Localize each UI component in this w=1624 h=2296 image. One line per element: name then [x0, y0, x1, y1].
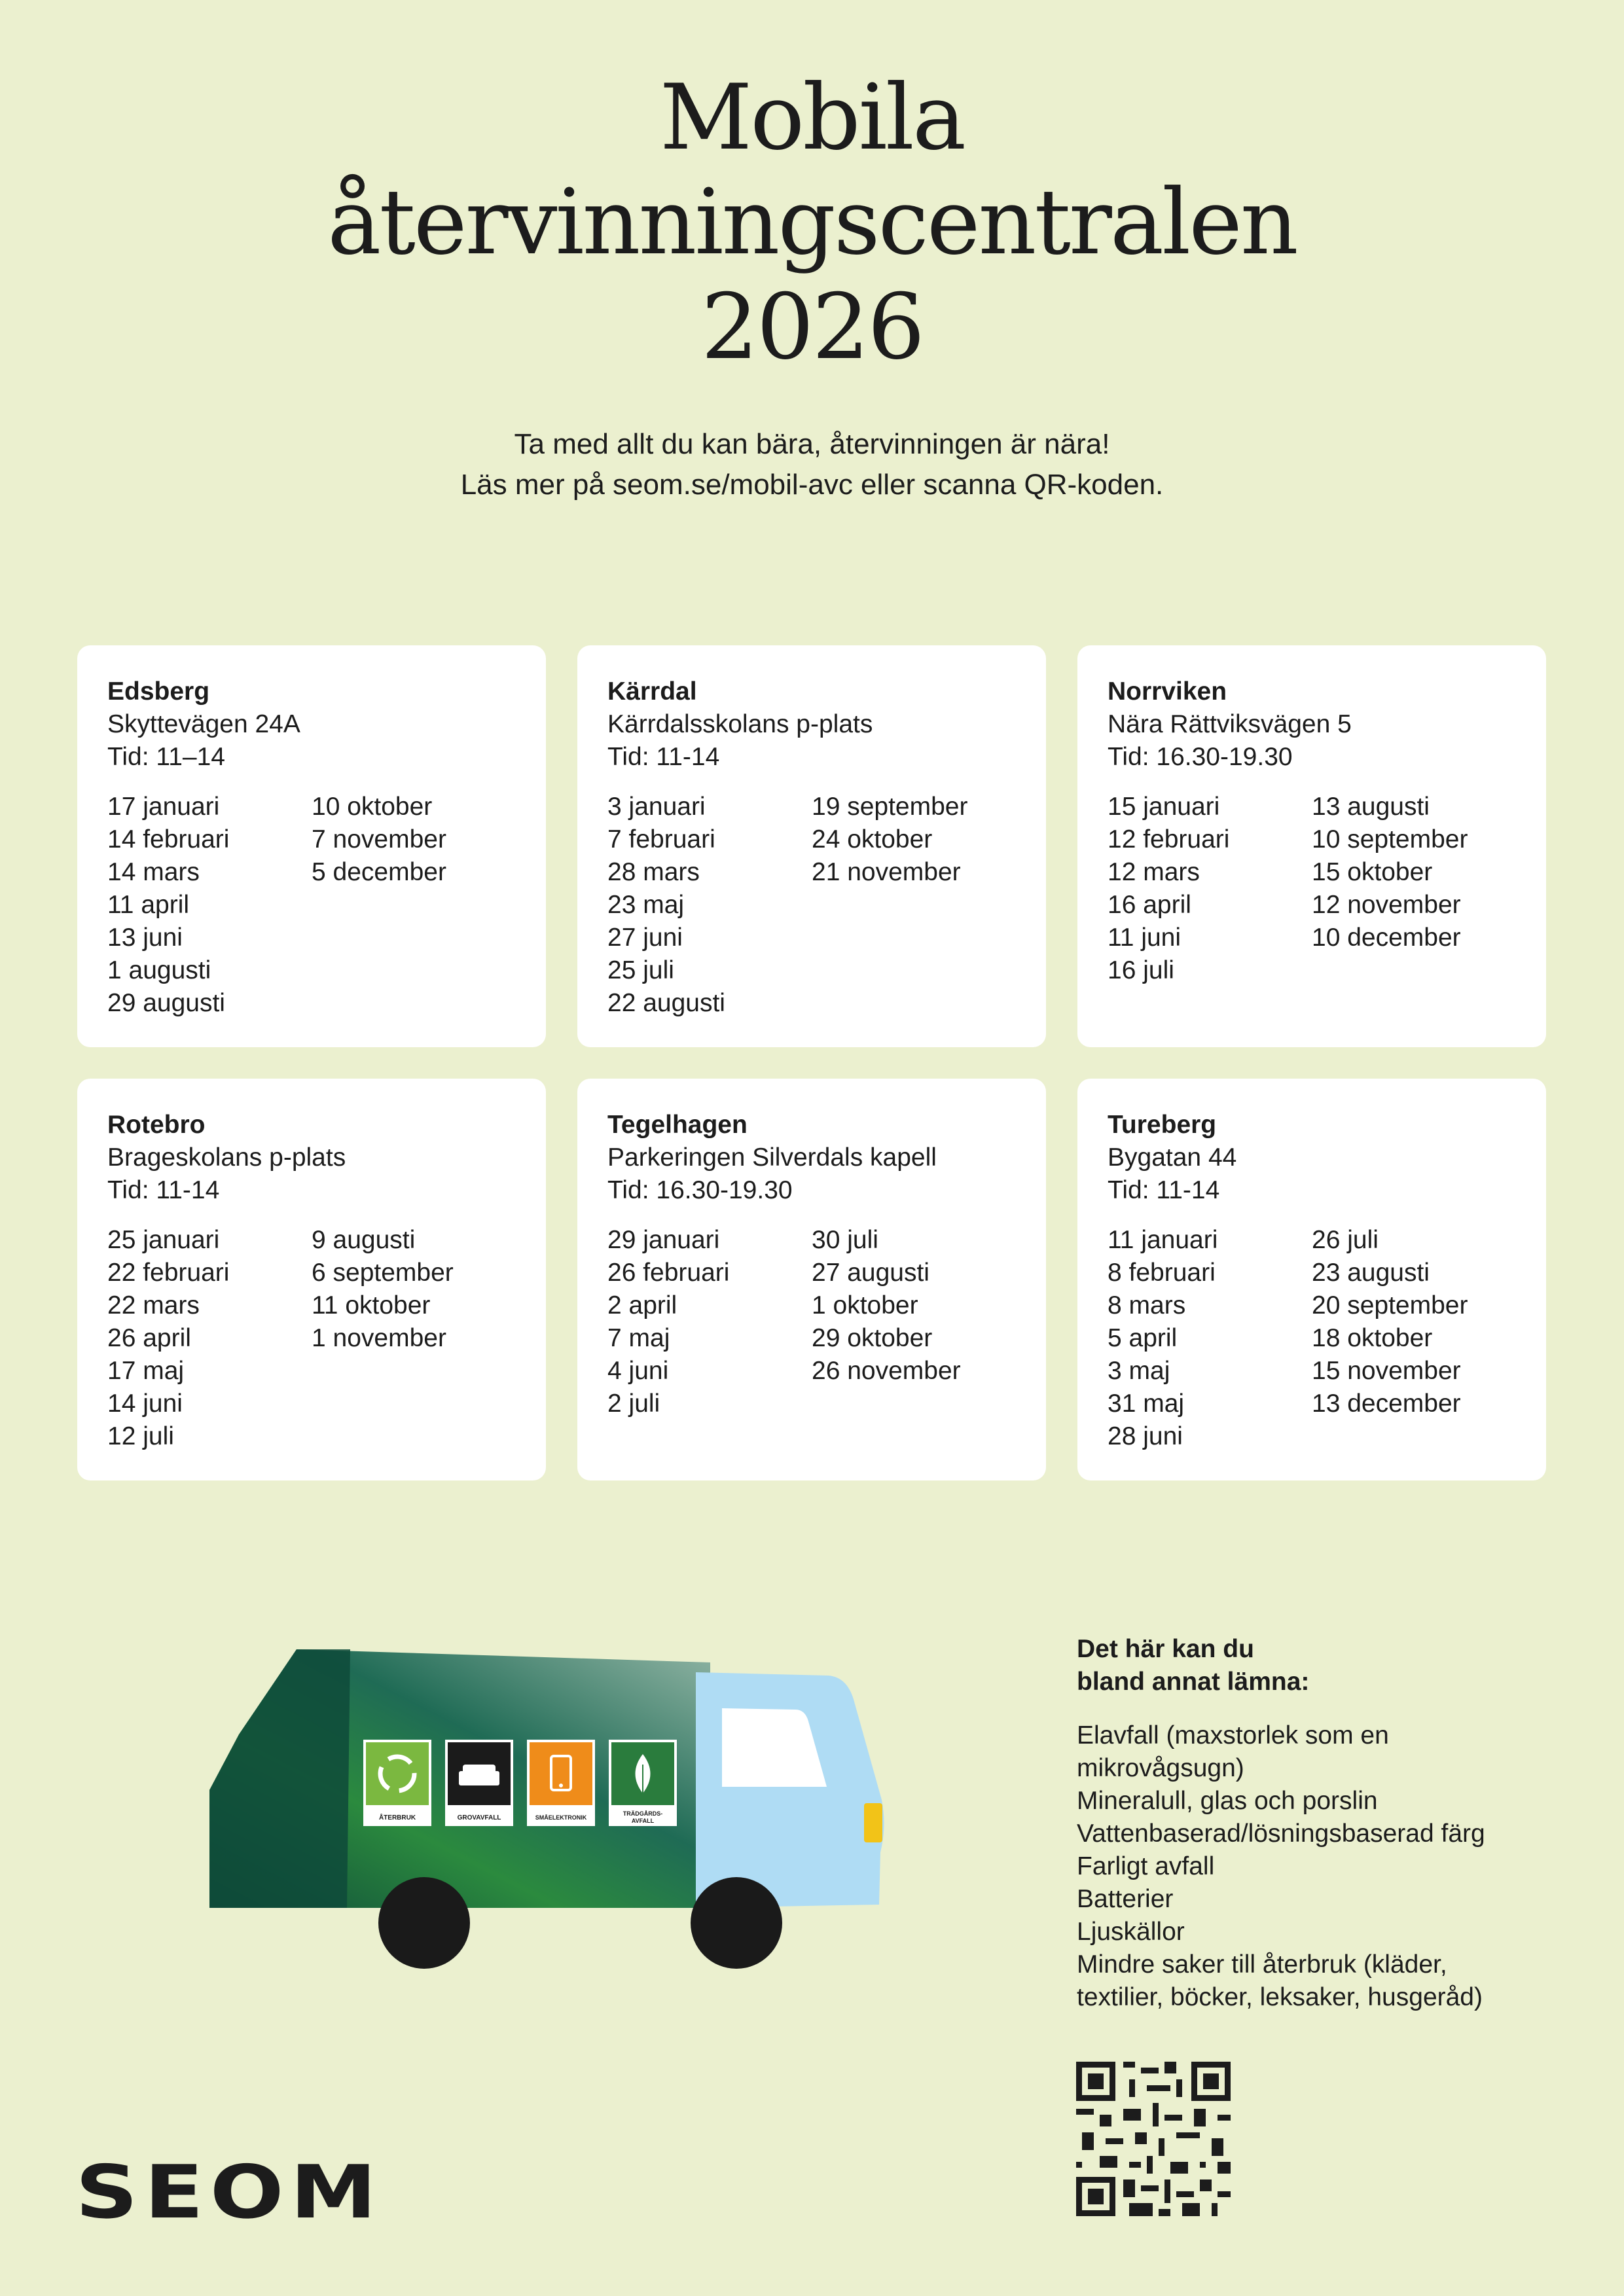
- date-item: 15 januari: [1108, 793, 1220, 821]
- date-item: 15 oktober: [1312, 858, 1433, 886]
- date-list: [1108, 1224, 1516, 1453]
- date-item: 15 november: [1312, 1357, 1461, 1385]
- location-time: Tid: 11-14: [607, 743, 720, 771]
- location-card-tureberg: [1077, 1079, 1546, 1480]
- accepted-item: Mindre saker till återbruk (kläder,: [1077, 1950, 1447, 1979]
- date-item: 25 januari: [107, 1226, 220, 1254]
- location-card-rotebro: [77, 1079, 546, 1480]
- date-item: 2 april: [607, 1291, 677, 1319]
- location-address: Kärrdalsskolans p-plats: [607, 710, 873, 738]
- date-item: 28 mars: [607, 858, 700, 886]
- date-item: 3 januari: [607, 793, 706, 821]
- truck-wheel: [691, 1877, 782, 1969]
- intro-line: Läs mer på seom.se/mobil-avc eller scanna QR-koden.: [460, 469, 1164, 501]
- location-name: Kärrdal: [607, 677, 697, 706]
- intro-line: Ta med allt du kan bära, återvinningen är nära!: [514, 428, 1110, 460]
- date-item: 11 juni: [1108, 924, 1182, 952]
- date-column: [1312, 1224, 1516, 1453]
- sign-bulky-waste: [445, 1740, 513, 1826]
- date-item: 1 oktober: [812, 1291, 918, 1319]
- truck-cab: [696, 1672, 884, 1908]
- date-item: 13 augusti: [1312, 793, 1430, 821]
- title-line: återvinningscentralen: [327, 170, 1297, 275]
- heading-line: bland annat lämna:: [1077, 1668, 1310, 1696]
- location-time: Tid: 16.30-19.30: [607, 1176, 793, 1204]
- date-item: 16 juli: [1108, 956, 1174, 984]
- sign-label: GROVAVFALL: [457, 1814, 501, 1821]
- sign-label: ÅTERBRUK: [378, 1814, 416, 1821]
- date-item: 7 maj: [607, 1324, 670, 1352]
- location-address: Parkeringen Silverdals kapell: [607, 1143, 937, 1172]
- date-item: 26 november: [812, 1357, 961, 1385]
- date-item: 11 april: [107, 891, 190, 919]
- accepted-item: Farligt avfall: [1077, 1852, 1215, 1880]
- location-name: Norrviken: [1108, 677, 1227, 706]
- date-item: 22 februari: [107, 1259, 230, 1287]
- date-item: 11 januari: [1108, 1226, 1218, 1254]
- accepted-item: Vattenbaserad/lösningsbaserad färg: [1077, 1820, 1485, 1848]
- location-name: Rotebro: [107, 1111, 206, 1139]
- date-item: 29 januari: [607, 1226, 720, 1254]
- date-item: 23 maj: [607, 891, 685, 919]
- sign-reuse: [363, 1740, 431, 1826]
- seom-logo: [75, 2161, 389, 2224]
- title-line: 2026: [700, 274, 924, 380]
- sign-label: TRÄDGÅRDS-: [623, 1810, 663, 1817]
- accepted-items: [1077, 1633, 1548, 2014]
- date-item: 3 maj: [1108, 1357, 1170, 1385]
- location-time: Tid: 11-14: [1108, 1176, 1220, 1204]
- date-item: 27 augusti: [812, 1259, 929, 1287]
- date-item: 22 augusti: [607, 989, 725, 1017]
- date-item: 29 oktober: [812, 1324, 933, 1352]
- date-item: 8 mars: [1108, 1291, 1186, 1319]
- date-item: 12 juli: [107, 1422, 174, 1450]
- seom-logo-text: SEOM: [75, 2161, 383, 2224]
- date-item: 9 augusti: [312, 1226, 416, 1254]
- date-item: 16 april: [1108, 891, 1191, 919]
- date-column: [607, 791, 812, 1020]
- location-address: Brageskolans p-plats: [107, 1143, 346, 1172]
- date-item: 14 juni: [107, 1390, 183, 1418]
- sign-small-electronics: [527, 1740, 595, 1826]
- date-item: 12 mars: [1108, 858, 1200, 886]
- date-item: 26 februari: [607, 1259, 730, 1287]
- date-item: 17 maj: [107, 1357, 185, 1385]
- date-item: 26 juli: [1312, 1226, 1379, 1254]
- date-column: [107, 791, 312, 1020]
- location-name: Tureberg: [1108, 1111, 1217, 1139]
- recycling-truck-illustration: [206, 1636, 893, 1977]
- location-address: Nära Rättviksvägen 5: [1108, 710, 1352, 738]
- date-item: 1 augusti: [107, 956, 211, 984]
- date-column: [812, 791, 1016, 1020]
- qr-code[interactable]: [1076, 2062, 1231, 2216]
- heading-line: Det här kan du: [1077, 1635, 1254, 1663]
- date-item: 26 april: [107, 1324, 191, 1352]
- date-column: [1312, 791, 1516, 987]
- date-item: 13 december: [1312, 1390, 1461, 1418]
- date-list: [107, 791, 516, 1020]
- location-card-tegelhagen: [577, 1079, 1046, 1480]
- sofa-icon: [459, 1765, 499, 1785]
- intro-text: [0, 424, 1624, 505]
- date-item: 10 oktober: [312, 793, 433, 821]
- location-time: Tid: 11–14: [107, 743, 225, 771]
- date-column: [812, 1224, 1016, 1420]
- sign-label: AVFALL: [631, 1818, 655, 1824]
- date-item: 31 maj: [1108, 1390, 1185, 1418]
- location-name: Edsberg: [107, 677, 210, 706]
- date-item: 10 december: [1312, 924, 1461, 952]
- date-list: [1108, 791, 1516, 987]
- date-item: 5 december: [312, 858, 446, 886]
- sign-label: SMÅELEKTRONIK: [535, 1814, 587, 1821]
- title-line: Mobila: [659, 65, 965, 170]
- date-item: 4 juni: [607, 1357, 669, 1385]
- location-card-edsberg: [77, 645, 546, 1047]
- accepted-item: Ljuskällor: [1077, 1918, 1185, 1946]
- date-item: 18 oktober: [1312, 1324, 1433, 1352]
- date-item: 14 mars: [107, 858, 200, 886]
- location-address: Skyttevägen 24A: [107, 710, 300, 738]
- date-item: 22 mars: [107, 1291, 200, 1319]
- date-list: [107, 1224, 516, 1453]
- date-item: 7 februari: [607, 825, 715, 853]
- date-item: 8 februari: [1108, 1259, 1216, 1287]
- date-item: 28 juni: [1108, 1422, 1183, 1450]
- date-column: [312, 791, 516, 1020]
- sign-garden-waste: [609, 1740, 677, 1826]
- date-column: [312, 1224, 516, 1453]
- date-item: 21 november: [812, 858, 961, 886]
- date-item: 30 juli: [812, 1226, 878, 1254]
- date-item: 12 februari: [1108, 825, 1230, 853]
- accepted-item: Batterier: [1077, 1885, 1174, 1913]
- page-title: [0, 65, 1624, 380]
- date-column: [1108, 1224, 1312, 1453]
- date-item: 5 april: [1108, 1324, 1178, 1352]
- date-item: 20 september: [1312, 1291, 1468, 1319]
- location-time: Tid: 16.30-19.30: [1108, 743, 1293, 771]
- date-item: 1 november: [312, 1324, 446, 1352]
- date-item: 25 juli: [607, 956, 674, 984]
- accepted-item: textilier, böcker, leksaker, husgeråd): [1077, 1983, 1483, 2011]
- location-time: Tid: 11-14: [107, 1176, 220, 1204]
- date-item: 7 november: [312, 825, 446, 853]
- date-item: 6 september: [312, 1259, 454, 1287]
- date-item: 17 januari: [107, 793, 220, 821]
- truck-wheel: [378, 1877, 470, 1969]
- date-item: 11 oktober: [312, 1291, 431, 1319]
- date-list: [607, 1224, 1016, 1420]
- location-card-norrviken: [1077, 645, 1546, 1047]
- date-column: [607, 1224, 812, 1420]
- date-column: [107, 1224, 312, 1453]
- date-item: 12 november: [1312, 891, 1461, 919]
- location-address: Bygatan 44: [1108, 1143, 1237, 1172]
- accepted-item: Elavfall (maxstorlek som en: [1077, 1721, 1389, 1749]
- date-item: 23 augusti: [1312, 1259, 1430, 1287]
- location-card-karrdal: [577, 645, 1046, 1047]
- date-item: 14 februari: [107, 825, 230, 853]
- date-item: 19 september: [812, 793, 968, 821]
- location-name: Tegelhagen: [607, 1111, 748, 1139]
- date-item: 29 augusti: [107, 989, 225, 1017]
- date-item: 13 juni: [107, 924, 183, 952]
- accepted-item: Mineralull, glas och porslin: [1077, 1787, 1378, 1815]
- date-item: 27 juni: [607, 924, 683, 952]
- date-item: 2 juli: [607, 1390, 660, 1418]
- date-column: [1108, 791, 1312, 987]
- date-list: [607, 791, 1016, 1020]
- accepted-items-heading: [1077, 1633, 1548, 1698]
- date-item: 10 september: [1312, 825, 1468, 853]
- date-item: 24 oktober: [812, 825, 933, 853]
- accepted-item: mikrovågsugn): [1077, 1754, 1244, 1782]
